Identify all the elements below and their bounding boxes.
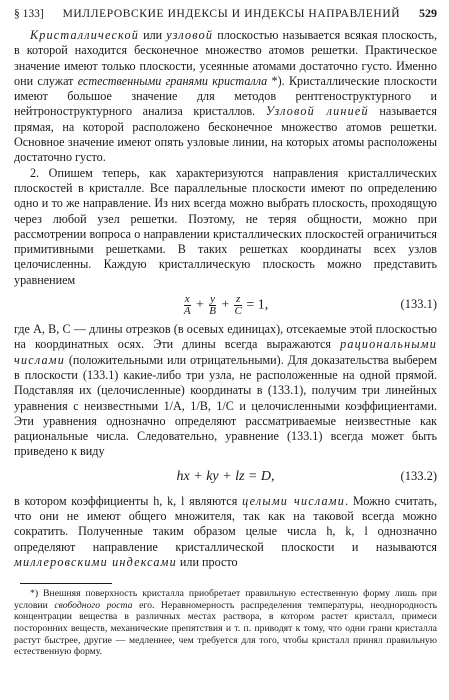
footnote-divider	[20, 583, 112, 584]
paragraph-definitions: Кристаллической или узловой плоскостью называется всякая плоскость, в которой находится бесконечное множество атомов решетки. Практическое значение имеют только плоскости, усеянные атомами достаточно густо. Именно они служат естественными гранями кристалла *). Кристаллические плоскости имеют большое значение для методов рентгеноструктурного и нейтроноструктурного анализа кристаллов. Узловой линией называется прямая, на которой расположено бесконечное множество атомов решетки. Основное значение имеют опять узловые линии, на которых атомы расположены достаточно густо.	[14, 28, 438, 165]
term-nodal-line: Узловой линией	[265, 104, 369, 119]
term-nodal: узловой	[166, 28, 214, 42]
term-miller-indices: миллеровскими индексами	[14, 554, 177, 569]
term-free-growth: свободного роста	[54, 599, 133, 611]
footnote-marker: *)	[30, 588, 39, 600]
paragraph-rational-numbers: где A, B, C — длины отрезков (в осевых единицах), отсекаемые этой плоскостью на координатных осях. Эти длины всегда выражаются рациональными числами (положительными или отрицательными). Для доказательства выберем в плоскости (133.1) какие-либо три узла, не расположенные на одной прямой. Подставляя их (целочисленные) координаты в (133.1), получим три линейных уравнения с неизвестными 1/A, 1/B, 1/C и целочисленными коэффициентами. Эти уравнения однозначно определяют рассматриваемые неизвестные как рациональные числа. Следовательно, уравнение (133.1) всегда может быть приведено к виду	[14, 322, 437, 459]
equation-133-1	[14, 288, 437, 322]
equation-133-2	[14, 460, 437, 494]
term-crystalline: Кристаллической	[30, 28, 140, 42]
paragraph-plane-directions: 2. Опишем теперь, как характеризуются направления кристаллических плоскостей в кристалле. Все параллельные плоскости имеют по определению одно и то же направление. Из них всегда можно выбрать плоскость, проходящую через любой узел решетки. Поэтому, не теряя общности, можно при рассмотрении вопроса о направлении кристаллических плоскостей ограничиться примитивными решетками. В таких решетках координаты всех узлов целочисленны. Каждую кристаллическую плоскость можно представить уравнением	[14, 165, 437, 287]
equation-body: $\frac{x}{A}$ + $\frac{y}{B}$ + $\frac{z}{C}$ = 1,	[183, 292, 269, 317]
running-header	[14, 6, 437, 28]
running-title: МИЛЛЕРОВСКИЕ ИНДЕКСЫ И ИНДЕКСЫ НАПРАВЛЕНИЙ	[62, 8, 401, 20]
equation-number: (133.2)	[400, 469, 437, 484]
equation-number: (133.1)	[400, 297, 437, 312]
section-number: § 133]	[14, 8, 44, 20]
page-number: 529	[419, 6, 437, 20]
term-integers: целыми числами	[242, 493, 346, 508]
main-text	[14, 28, 437, 570]
equation-body: hx + ky + lz = D,	[176, 469, 275, 485]
paragraph-miller-indices: в котором коэффициенты h, k, l являются целыми числами. Можно считать, что они не имеют общего множителя, так как на таковой всегда можно сократить. Полученные таким образом целые числа h, k, l однозначно определяют направление кристаллической плоскости и называются миллеровскими индексами или просто	[14, 493, 437, 569]
term-natural-faces: естественными гранями кристалла	[77, 73, 268, 88]
footnote: *) Внешняя поверхность кристалла приобретает правильную естественную форму лишь при условии свободного роста его. Неравномерность распределения температуры, неоднородность концентрации вещества в различных местах раствора, в котором растет кристалл, примеси посторонних веществ, механические препятствия и т. п. приводят к тому, что одни грани кристалла растут быстрее, другие — медленнее, чем требуется для того, чтобы кристалл принял правильную естественную форму.	[14, 588, 438, 658]
term-rational-numbers: рациональными числами	[14, 337, 437, 367]
